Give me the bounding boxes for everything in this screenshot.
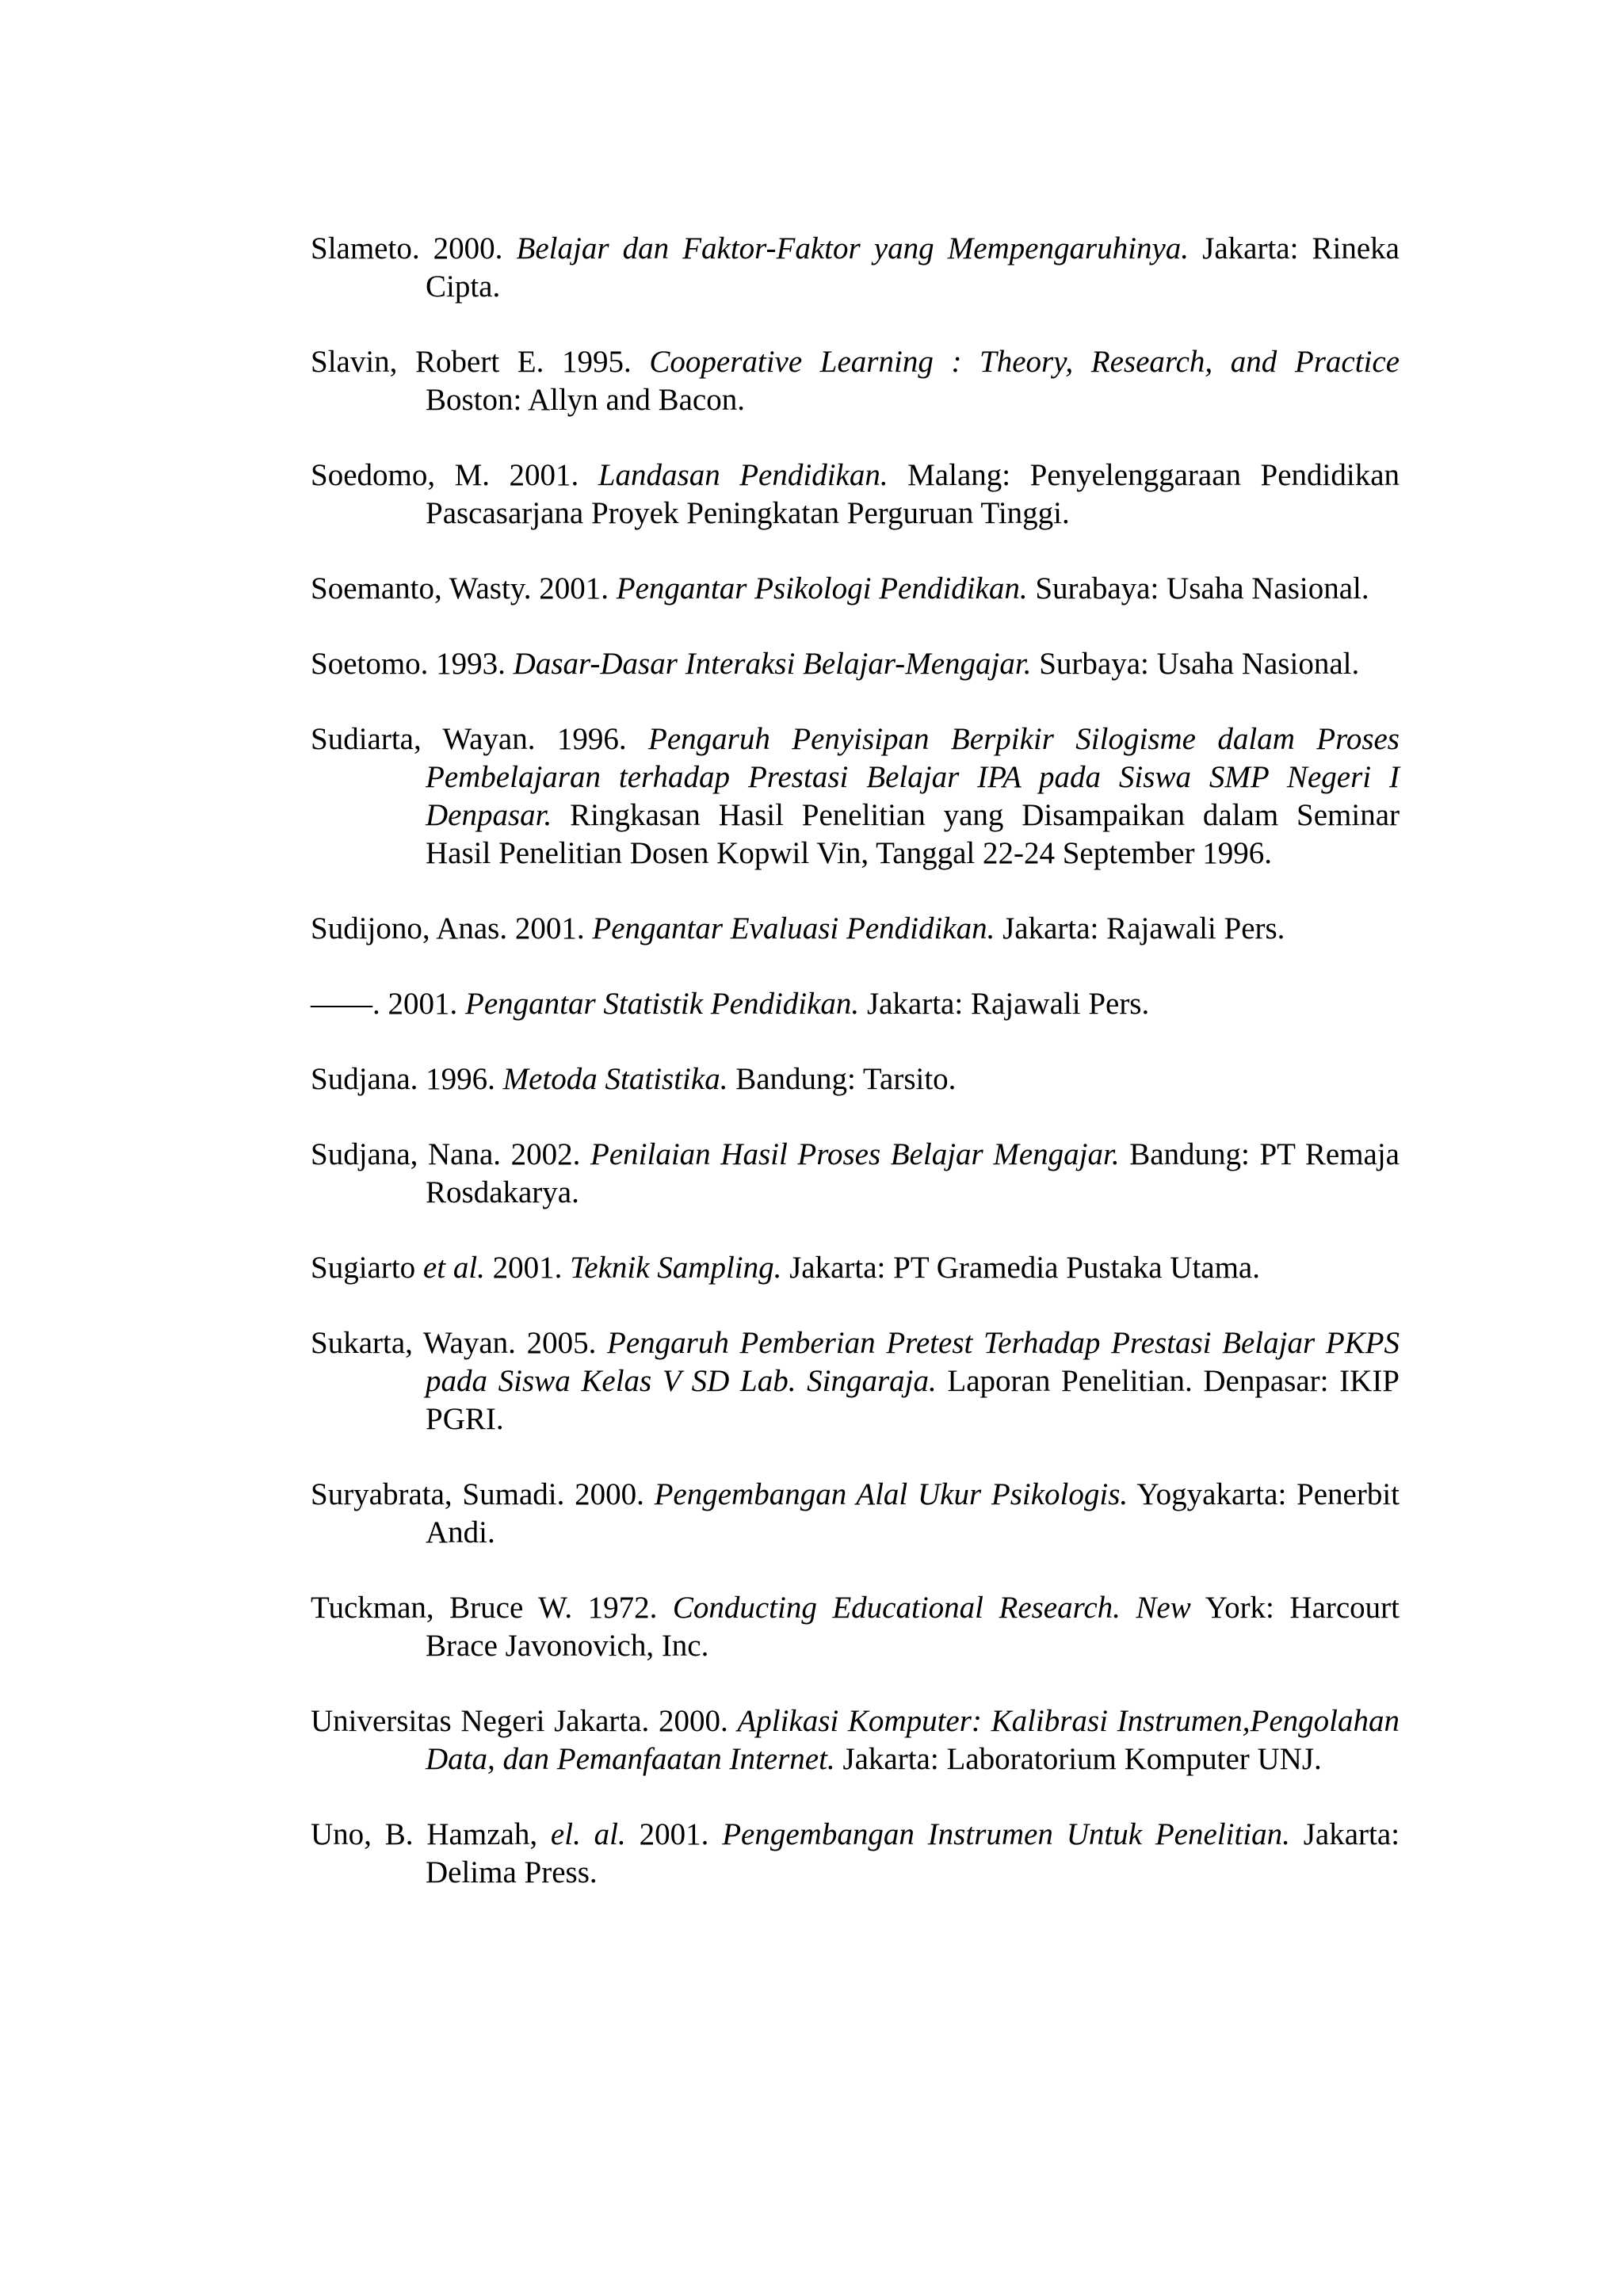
reference-text: Boston: Allyn and Bacon. (426, 383, 745, 417)
reference-entry (311, 343, 1400, 419)
reference-title-italic: Pengantar Statistik Pendidikan. (465, 987, 860, 1021)
reference-title-italic: Conducting Educational Research. New (672, 1591, 1191, 1625)
reference-text: Suryabrata, Sumadi. 2000. (311, 1477, 655, 1511)
reference-text: Soedomo, M. 2001. (311, 458, 598, 492)
reference-text: Bandung: Tarsito. (727, 1062, 957, 1096)
reference-text: Soemanto, Wasty. 2001. (311, 571, 617, 606)
reference-title-italic: Pengembangan Instrumen Untuk Penelitian. (722, 1817, 1290, 1851)
reference-title-italic: Pengantar Evaluasi Pendidikan. (592, 911, 995, 946)
reference-title-italic: Aplikasi Komputer: Kalibrasi Instrumen,Pengolahan Data, dan Pemanfaatan Internet. (426, 1704, 1400, 1776)
reference-text: Bandung: PT Remaja Rosdakarya. (426, 1137, 1400, 1209)
reference-entry (311, 1060, 1400, 1098)
reference-title-italic: Belajar dan Faktor-Faktor yang Mempengaruhinya. (516, 231, 1190, 266)
reference-text: ——. 2001. (311, 987, 465, 1021)
reference-title-italic: Pengaruh Penyisipan Berpikir Silogisme dalam Proses Pembelajaran terhadap Prestasi Belajar IPA pada Siswa SMP Negeri I Denpasar. (426, 722, 1400, 832)
reference-text: Jakarta: Rineka Cipta. (426, 231, 1400, 304)
reference-text: Sudjana. 1996. (311, 1062, 503, 1096)
reference-entry (311, 570, 1400, 608)
reference-text: York: Harcourt Brace Javonovich, Inc. (426, 1591, 1400, 1663)
reference-list (311, 230, 1400, 1892)
reference-text: 2001. (484, 1251, 571, 1285)
reference-text: Surbaya: Usaha Nasional. (1031, 647, 1360, 681)
reference-text: 2001. (625, 1817, 723, 1851)
reference-entry (311, 910, 1400, 948)
reference-title-italic: Teknik Sampling. (570, 1251, 782, 1285)
reference-entry (311, 1136, 1400, 1212)
reference-text: Sukarta, Wayan. 2005. (311, 1326, 608, 1360)
reference-text: Slameto. 2000. (311, 231, 517, 266)
reference-title-italic: Cooperative Learning : Theory, Research, and Practice (649, 345, 1400, 379)
reference-text: Sugiarto (311, 1251, 423, 1285)
reference-text: Yogyakarta: Penerbit Andi. (426, 1477, 1400, 1549)
reference-entry (311, 1324, 1400, 1438)
reference-text: Jakarta: Rajawali Pers. (859, 987, 1150, 1021)
reference-text: Laporan Penelitian. Denpasar: IKIP PGRI. (426, 1364, 1400, 1436)
reference-title-italic: Landasan Pendidikan. (598, 458, 888, 492)
reference-entry (311, 1589, 1400, 1665)
reference-text: Ringkasan Hasil Penelitian yang Disampaikan dalam Seminar Hasil Penelitian Dosen Kopwil Vin, Tanggal 22-24 September 1996. (426, 798, 1400, 870)
reference-text: Jakarta: Rajawali Pers. (995, 911, 1285, 946)
bibliography-page (311, 230, 1400, 1929)
reference-title-italic: Pengantar Psikologi Pendidikan. (616, 571, 1028, 606)
reference-text: Sudijono, Anas. 2001. (311, 911, 593, 946)
reference-entry (311, 1816, 1400, 1892)
reference-text: Tuckman, Bruce W. 1972. (311, 1591, 673, 1625)
reference-entry (311, 230, 1400, 306)
reference-entry (311, 457, 1400, 533)
reference-title-italic: Penilaian Hasil Proses Belajar Mengajar. (590, 1137, 1120, 1171)
reference-text: Surabaya: Usaha Nasional. (1027, 571, 1369, 606)
reference-title-italic: Pengembangan Alal Ukur Psikologis. (654, 1477, 1128, 1511)
reference-title-italic: el. al. (550, 1817, 626, 1851)
reference-text: Slavin, Robert E. 1995. (311, 345, 650, 379)
reference-entry (311, 985, 1400, 1023)
reference-title-italic: Pengaruh Pemberian Pretest Terhadap Prestasi Belajar PKPS pada Siswa Kelas V SD Lab. Singaraja. (426, 1326, 1400, 1398)
reference-entry (311, 1702, 1400, 1778)
reference-entry (311, 1249, 1400, 1287)
reference-text: Malang: Penyelenggaraan Pendidikan Pascasarjana Proyek Peningkatan Perguruan Tinggi. (426, 458, 1400, 530)
reference-text: Universitas Negeri Jakarta. 2000. (311, 1704, 738, 1738)
reference-text: Jakarta: Delima Press. (426, 1817, 1400, 1889)
reference-text: Sudiarta, Wayan. 1996. (311, 722, 649, 756)
reference-text: Jakarta: Laboratorium Komputer UNJ. (834, 1742, 1322, 1776)
reference-text: Soetomo. 1993. (311, 647, 514, 681)
reference-entry (311, 720, 1400, 873)
reference-text: Jakarta: PT Gramedia Pustaka Utama. (781, 1251, 1260, 1285)
reference-title-italic: et al. (422, 1251, 485, 1285)
reference-entry (311, 1476, 1400, 1552)
reference-text: Sudjana, Nana. 2002. (311, 1137, 591, 1171)
reference-title-italic: Dasar-Dasar Interaksi Belajar-Mengajar. (513, 647, 1032, 681)
reference-text: Uno, B. Hamzah, (311, 1817, 551, 1851)
reference-entry (311, 645, 1400, 683)
reference-title-italic: Metoda Statistika. (502, 1062, 728, 1096)
